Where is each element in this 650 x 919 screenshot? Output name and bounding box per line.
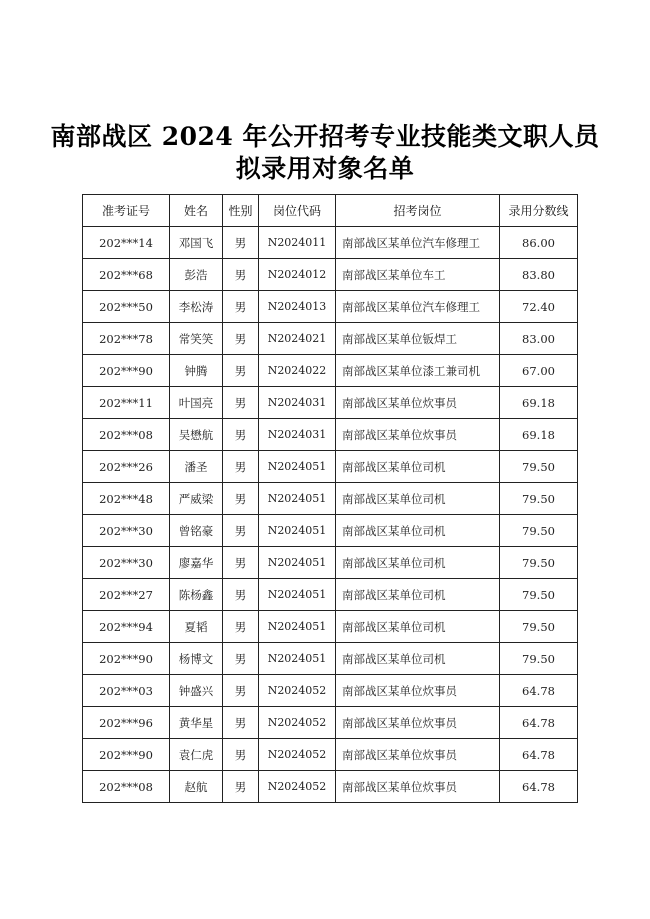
gender-cell: 男 bbox=[223, 355, 259, 387]
table-row bbox=[83, 355, 578, 387]
header-post: 招考岗位 bbox=[336, 195, 500, 227]
table-row bbox=[83, 547, 578, 579]
post-code-cell: N2024051 bbox=[259, 579, 336, 611]
post-code-cell: N2024052 bbox=[259, 707, 336, 739]
post-code-cell: N2024051 bbox=[259, 515, 336, 547]
post-cell: 南部战区某单位漆工兼司机 bbox=[336, 355, 500, 387]
table-header-row bbox=[83, 195, 578, 227]
exam-id-cell: 202***27 bbox=[83, 579, 170, 611]
gender-cell: 男 bbox=[223, 643, 259, 675]
exam-id-cell: 202***30 bbox=[83, 515, 170, 547]
table-row bbox=[83, 227, 578, 259]
exam-id-cell: 202***78 bbox=[83, 323, 170, 355]
gender-cell: 男 bbox=[223, 323, 259, 355]
post-code-cell: N2024013 bbox=[259, 291, 336, 323]
gender-cell: 男 bbox=[223, 547, 259, 579]
post-code-cell: N2024051 bbox=[259, 643, 336, 675]
post-cell: 南部战区某单位炊事员 bbox=[336, 387, 500, 419]
table-body bbox=[83, 227, 578, 803]
exam-id-cell: 202***50 bbox=[83, 291, 170, 323]
gender-cell: 男 bbox=[223, 515, 259, 547]
score-line-cell: 79.50 bbox=[500, 579, 578, 611]
post-cell: 南部战区某单位钣焊工 bbox=[336, 323, 500, 355]
gender-cell: 男 bbox=[223, 451, 259, 483]
score-line-cell: 72.40 bbox=[500, 291, 578, 323]
document-title-line1: 南部战区 2024 年公开招考专业技能类文职人员 bbox=[50, 122, 600, 151]
exam-id-cell: 202***08 bbox=[83, 771, 170, 803]
post-cell: 南部战区某单位司机 bbox=[336, 451, 500, 483]
gender-cell: 男 bbox=[223, 259, 259, 291]
name-cell: 常笑笑 bbox=[170, 323, 223, 355]
header-post-code: 岗位代码 bbox=[259, 195, 336, 227]
score-line-cell: 64.78 bbox=[500, 675, 578, 707]
table-row bbox=[83, 387, 578, 419]
post-code-cell: N2024052 bbox=[259, 675, 336, 707]
exam-id-cell: 202***96 bbox=[83, 707, 170, 739]
name-cell: 廖嘉华 bbox=[170, 547, 223, 579]
score-line-cell: 69.18 bbox=[500, 419, 578, 451]
gender-cell: 男 bbox=[223, 483, 259, 515]
name-cell: 杨博文 bbox=[170, 643, 223, 675]
name-cell: 钟腾 bbox=[170, 355, 223, 387]
table-row bbox=[83, 675, 578, 707]
exam-id-cell: 202***03 bbox=[83, 675, 170, 707]
score-line-cell: 69.18 bbox=[500, 387, 578, 419]
header-exam-id: 准考证号 bbox=[83, 195, 170, 227]
post-code-cell: N2024031 bbox=[259, 419, 336, 451]
post-code-cell: N2024021 bbox=[259, 323, 336, 355]
exam-id-cell: 202***94 bbox=[83, 611, 170, 643]
exam-id-cell: 202***68 bbox=[83, 259, 170, 291]
name-cell: 钟盛兴 bbox=[170, 675, 223, 707]
post-cell: 南部战区某单位司机 bbox=[336, 515, 500, 547]
post-cell: 南部战区某单位汽车修理工 bbox=[336, 291, 500, 323]
post-code-cell: N2024051 bbox=[259, 451, 336, 483]
name-cell: 潘圣 bbox=[170, 451, 223, 483]
score-line-cell: 67.00 bbox=[500, 355, 578, 387]
score-line-cell: 79.50 bbox=[500, 643, 578, 675]
score-line-cell: 79.50 bbox=[500, 515, 578, 547]
table-row bbox=[83, 259, 578, 291]
post-cell: 南部战区某单位司机 bbox=[336, 483, 500, 515]
document-title-line2: 拟录用对象名单 bbox=[235, 154, 415, 183]
post-code-cell: N2024052 bbox=[259, 771, 336, 803]
gender-cell: 男 bbox=[223, 675, 259, 707]
post-cell: 南部战区某单位车工 bbox=[336, 259, 500, 291]
gender-cell: 男 bbox=[223, 291, 259, 323]
exam-id-cell: 202***48 bbox=[83, 483, 170, 515]
exam-id-cell: 202***90 bbox=[83, 643, 170, 675]
table-row bbox=[83, 771, 578, 803]
score-line-cell: 64.78 bbox=[500, 707, 578, 739]
gender-cell: 男 bbox=[223, 707, 259, 739]
table-row bbox=[83, 739, 578, 771]
post-cell: 南部战区某单位汽车修理工 bbox=[336, 227, 500, 259]
admission-list-table bbox=[82, 194, 578, 803]
score-line-cell: 79.50 bbox=[500, 451, 578, 483]
score-line-cell: 79.50 bbox=[500, 483, 578, 515]
post-cell: 南部战区某单位炊事员 bbox=[336, 675, 500, 707]
score-line-cell: 86.00 bbox=[500, 227, 578, 259]
table-row bbox=[83, 483, 578, 515]
post-code-cell: N2024012 bbox=[259, 259, 336, 291]
post-cell: 南部战区某单位炊事员 bbox=[336, 419, 500, 451]
exam-id-cell: 202***08 bbox=[83, 419, 170, 451]
post-cell: 南部战区某单位司机 bbox=[336, 579, 500, 611]
post-cell: 南部战区某单位炊事员 bbox=[336, 707, 500, 739]
header-gender: 性别 bbox=[223, 195, 259, 227]
table-row bbox=[83, 419, 578, 451]
name-cell: 夏韬 bbox=[170, 611, 223, 643]
header-score-line: 录用分数线 bbox=[500, 195, 578, 227]
gender-cell: 男 bbox=[223, 739, 259, 771]
post-code-cell: N2024022 bbox=[259, 355, 336, 387]
header-name: 姓名 bbox=[170, 195, 223, 227]
gender-cell: 男 bbox=[223, 419, 259, 451]
gender-cell: 男 bbox=[223, 387, 259, 419]
table-row bbox=[83, 451, 578, 483]
post-code-cell: N2024051 bbox=[259, 483, 336, 515]
score-line-cell: 79.50 bbox=[500, 547, 578, 579]
name-cell: 袁仁虎 bbox=[170, 739, 223, 771]
table-row bbox=[83, 611, 578, 643]
post-cell: 南部战区某单位司机 bbox=[336, 643, 500, 675]
post-cell: 南部战区某单位司机 bbox=[336, 547, 500, 579]
name-cell: 严威梁 bbox=[170, 483, 223, 515]
name-cell: 黄华星 bbox=[170, 707, 223, 739]
name-cell: 赵航 bbox=[170, 771, 223, 803]
table-row bbox=[83, 707, 578, 739]
table-row bbox=[83, 579, 578, 611]
gender-cell: 男 bbox=[223, 227, 259, 259]
post-code-cell: N2024031 bbox=[259, 387, 336, 419]
score-line-cell: 83.00 bbox=[500, 323, 578, 355]
gender-cell: 男 bbox=[223, 579, 259, 611]
post-code-cell: N2024051 bbox=[259, 547, 336, 579]
post-code-cell: N2024051 bbox=[259, 611, 336, 643]
score-line-cell: 83.80 bbox=[500, 259, 578, 291]
post-cell: 南部战区某单位炊事员 bbox=[336, 739, 500, 771]
post-code-cell: N2024052 bbox=[259, 739, 336, 771]
post-code-cell: N2024011 bbox=[259, 227, 336, 259]
gender-cell: 男 bbox=[223, 771, 259, 803]
table-row bbox=[83, 643, 578, 675]
score-line-cell: 64.78 bbox=[500, 739, 578, 771]
post-cell: 南部战区某单位司机 bbox=[336, 611, 500, 643]
name-cell: 邓国飞 bbox=[170, 227, 223, 259]
name-cell: 曾铭豪 bbox=[170, 515, 223, 547]
score-line-cell: 79.50 bbox=[500, 611, 578, 643]
gender-cell: 男 bbox=[223, 611, 259, 643]
exam-id-cell: 202***26 bbox=[83, 451, 170, 483]
exam-id-cell: 202***90 bbox=[83, 355, 170, 387]
table-row bbox=[83, 515, 578, 547]
name-cell: 彭浩 bbox=[170, 259, 223, 291]
name-cell: 吴懋航 bbox=[170, 419, 223, 451]
exam-id-cell: 202***30 bbox=[83, 547, 170, 579]
name-cell: 叶国亮 bbox=[170, 387, 223, 419]
exam-id-cell: 202***90 bbox=[83, 739, 170, 771]
score-line-cell: 64.78 bbox=[500, 771, 578, 803]
table-row bbox=[83, 323, 578, 355]
exam-id-cell: 202***14 bbox=[83, 227, 170, 259]
table-row bbox=[83, 291, 578, 323]
post-cell: 南部战区某单位炊事员 bbox=[336, 771, 500, 803]
name-cell: 陈杨鑫 bbox=[170, 579, 223, 611]
exam-id-cell: 202***11 bbox=[83, 387, 170, 419]
name-cell: 李松涛 bbox=[170, 291, 223, 323]
